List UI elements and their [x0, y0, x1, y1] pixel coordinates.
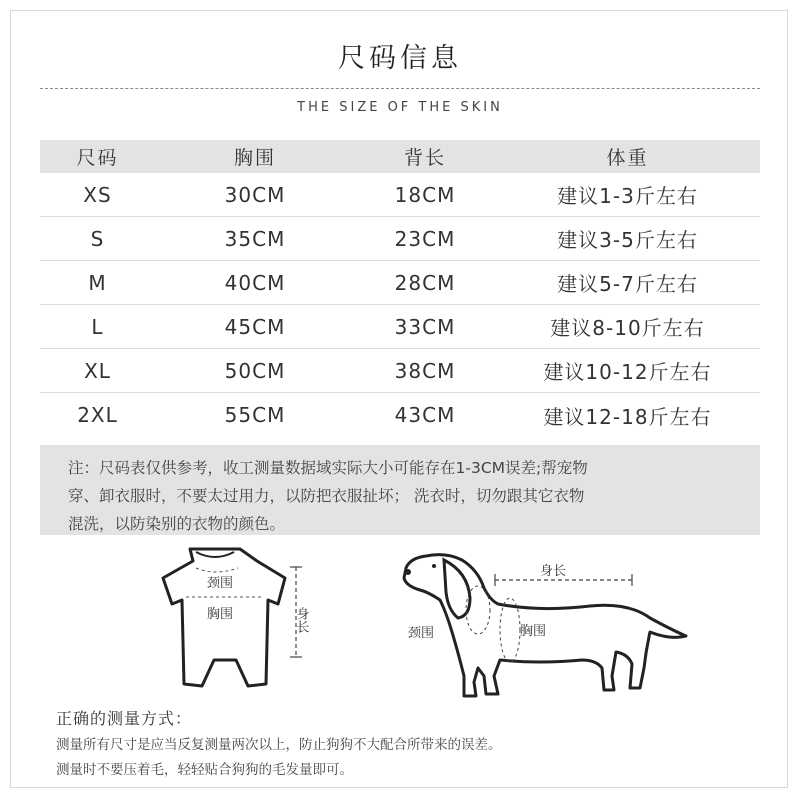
cell-weight: 建议5-7斤左右 [557, 272, 698, 296]
dog-diagram [404, 555, 686, 696]
dog-chest-label: 胸围 [520, 624, 547, 639]
cell-chest: 30CM [224, 182, 286, 207]
garment-neck-label: 颈围 [207, 576, 234, 591]
table-row [40, 305, 760, 349]
cell-size: 2XL [77, 403, 118, 427]
cell-back-length: 28CM [394, 270, 456, 295]
cell-chest: 55CM [224, 403, 286, 427]
cell-chest: 50CM [224, 358, 286, 383]
cell-weight: 建议12-18斤左右 [543, 404, 712, 429]
cell-size: S [90, 226, 105, 251]
cell-weight: 建议1-3斤左右 [557, 184, 698, 208]
header-back-length: 背长 [403, 147, 446, 169]
header-size: 尺码 [76, 147, 119, 169]
header-weight: 体重 [606, 147, 649, 169]
dog-neck-label: 颈围 [408, 626, 435, 641]
cell-chest: 35CM [224, 226, 286, 251]
cell-back-length: 38CM [394, 358, 456, 383]
size-note [40, 445, 760, 535]
dog-nose [405, 569, 411, 575]
table-row [40, 393, 760, 437]
note-line-2: 穿、卸衣服时，不要太过用力，以防把衣服扯坏； 洗衣时，切勿跟其它衣物 [68, 487, 585, 505]
cell-back-length: 18CM [394, 182, 456, 207]
garment-diagram [163, 549, 309, 686]
garment-length-label: 身长 [293, 607, 309, 633]
page-title: 尺码信息 [338, 43, 462, 74]
note-line-1: 注：尺码表仅供参考，收工测量数据域实际大小可能存在1-3CM误差;帮宠物 [68, 459, 588, 477]
dog-length-label: 身长 [540, 564, 567, 579]
table-row [40, 261, 760, 305]
page-subtitle: THE SIZE OF THE SKIN [297, 100, 503, 115]
garment-chest-label: 胸围 [207, 607, 234, 622]
method-title: 正确的测量方式： [56, 709, 193, 728]
cell-weight: 建议8-10斤左右 [550, 316, 705, 340]
table-header [40, 140, 760, 173]
measurement-diagram [0, 535, 800, 705]
cell-size: L [91, 314, 104, 339]
title-divider [40, 88, 760, 89]
cell-size: XL [84, 358, 111, 383]
cell-size: XS [83, 182, 112, 207]
cell-back-length: 33CM [394, 314, 456, 339]
table-row [40, 349, 760, 393]
cell-back-length: 23CM [394, 226, 456, 251]
cell-chest: 45CM [224, 314, 286, 339]
method-line-1: 测量所有尺寸是应当反复测量两次以上，防止狗狗不大配合所带来的误差。 [56, 737, 502, 753]
cell-size: M [88, 270, 107, 295]
table-row [40, 173, 760, 217]
dog-eye [432, 564, 436, 568]
cell-back-length: 43CM [394, 403, 456, 427]
cell-chest: 40CM [224, 270, 286, 295]
note-line-3: 混洗，以防染别的衣物的颜色。 [68, 515, 286, 533]
table-row [40, 217, 760, 261]
cell-weight: 建议3-5斤左右 [557, 228, 698, 252]
size-table [40, 140, 760, 437]
method-line-2: 测量时不要压着毛，轻轻贴合狗狗的毛发量即可。 [56, 762, 353, 778]
header-chest: 胸围 [233, 147, 276, 169]
cell-weight: 建议10-12斤左右 [543, 360, 712, 384]
